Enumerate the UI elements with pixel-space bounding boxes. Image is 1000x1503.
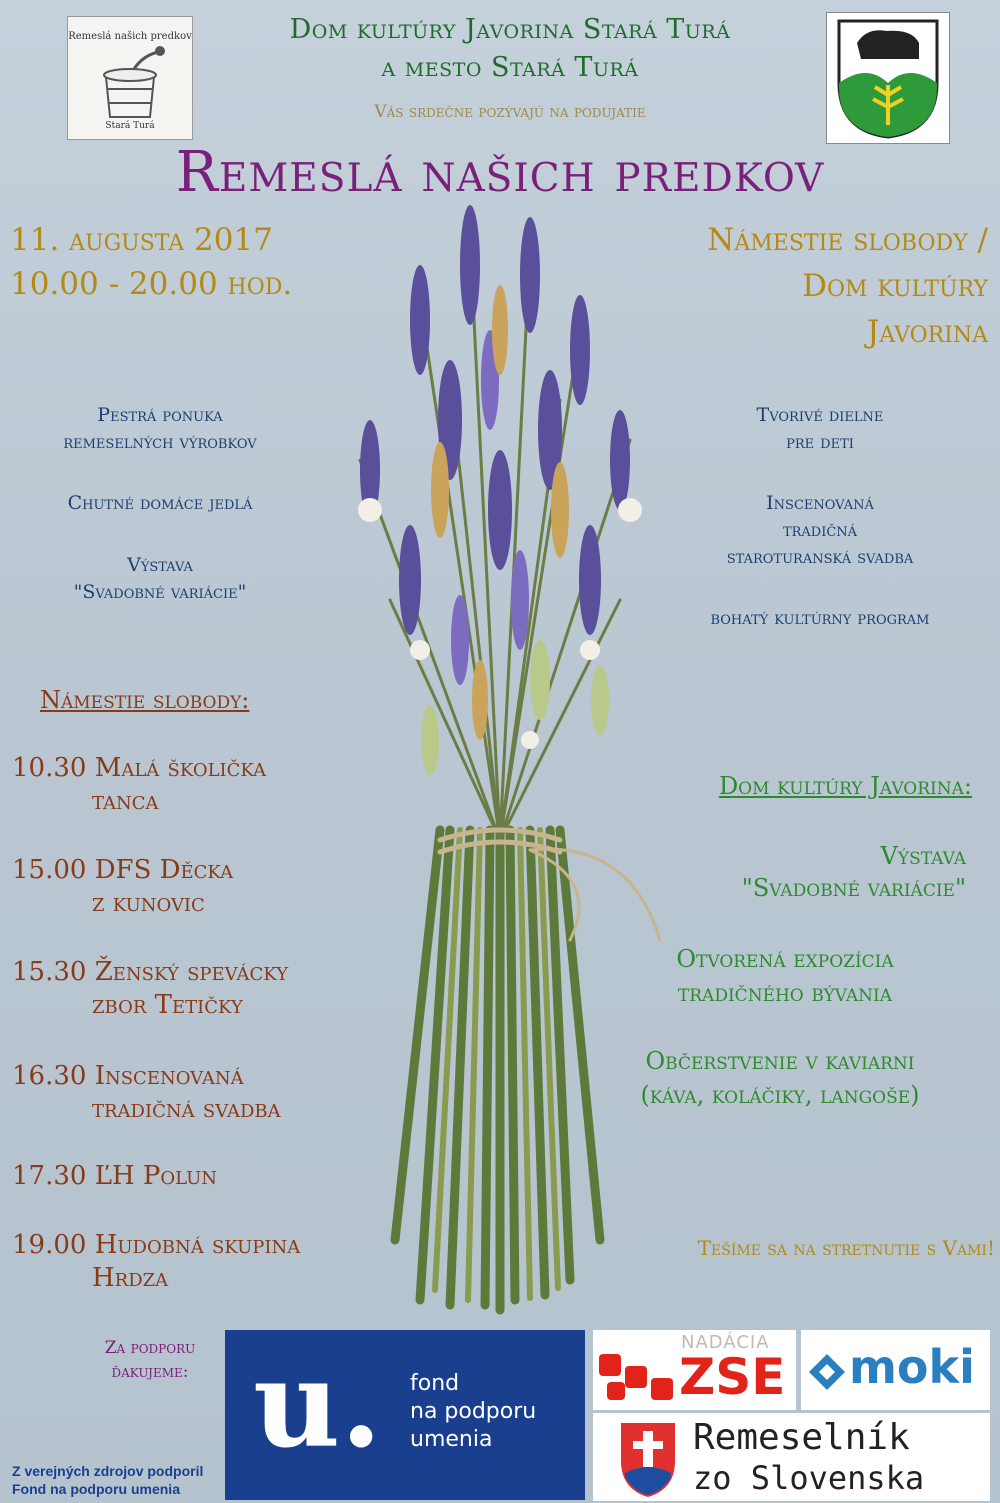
- event-time: 10.00 - 20.00 hod.: [10, 266, 293, 302]
- zse-logo: [593, 1330, 796, 1410]
- feature-right-2: Inscenovaná tradičná staroturanská svadba: [726, 492, 914, 568]
- feature-right-1: Tvorivé dielne pre deti: [756, 404, 884, 453]
- remeselnik-line-1: Remeselník: [693, 1417, 910, 1458]
- organizer-line-2: a mesto Stará Turá: [381, 52, 639, 83]
- event-place-line-2: Dom kultúry: [802, 268, 988, 304]
- culture-item-1: Výstava "Svadobné variácie": [741, 842, 966, 902]
- slovak-fingerprint-icon: [613, 1417, 683, 1499]
- square-item-1: 10.30 Malá školička tanca: [12, 753, 267, 816]
- zse-label: ZSE: [679, 1348, 786, 1406]
- square-heading: Námestie slobody:: [40, 686, 250, 714]
- public-funds-note: Z verejných zdrojov podporil Fond na podporu umenia: [12, 1463, 204, 1497]
- square-item-4: 16.30 Inscenovaná tradičná svadba: [12, 1061, 281, 1124]
- feature-left-3: Výstava "Svadobné variácie": [73, 554, 247, 603]
- remeselnik-logo: [593, 1413, 990, 1501]
- coat-of-arms-icon: [826, 12, 950, 144]
- square-item-2: 15.00 DFS Děcka z kunovic: [12, 855, 234, 918]
- event-date: 11. augusta 2017: [10, 222, 273, 258]
- closing-message: Tešíme sa na stretnutie s Vami!: [697, 1236, 995, 1260]
- event-title: Remeslá našich predkov: [175, 140, 825, 205]
- moki-logo: [801, 1330, 990, 1410]
- zse-logo-icon: [597, 1344, 677, 1408]
- fpu-logo: [225, 1330, 585, 1500]
- bouquet-illustration: [300, 180, 720, 1320]
- feature-left-2: Chutné domáce jedlá: [67, 492, 253, 514]
- culture-house-heading: Dom kultúry Javorina:: [718, 772, 972, 800]
- craft-logo-icon: [67, 16, 193, 140]
- event-place-line-1: Námestie slobody /: [707, 222, 988, 258]
- culture-item-2: Otvorená expozícia tradičného bývania: [676, 945, 894, 1007]
- square-item-6: 19.00 Hudobná skupina Hrdza: [12, 1230, 301, 1293]
- fpu-mark: u.: [253, 1334, 383, 1475]
- organizer-line-1: Dom kultúry Javorina Stará Turá: [289, 14, 731, 45]
- fpu-name: fond na podporu umenia: [410, 1371, 537, 1452]
- invitation-text: Vás srdečne pozývajú na podujatie: [374, 102, 646, 122]
- square-item-5: 17.30 ĽH Polun: [12, 1161, 218, 1191]
- moki-label: moki: [849, 1340, 975, 1394]
- craft-logo-bottom-text: Stará Turá: [105, 121, 155, 131]
- thanks-text: Za podporu ďakujeme:: [104, 1338, 196, 1382]
- feature-right-3: bohatý kultúrny program: [710, 607, 930, 629]
- zse-foundation-label: NADÁCIA: [681, 1332, 770, 1353]
- remeselnik-line-2: zo Slovenska: [693, 1459, 925, 1497]
- square-item-3: 15.30 Ženský spevácky zbor Tetičky: [12, 957, 289, 1020]
- moki-logo-icon: [807, 1352, 847, 1392]
- event-place-line-3: Javorina: [866, 314, 988, 350]
- culture-item-3: Občerstvenie v kaviarni (káva, koláčiky, langoše): [640, 1047, 920, 1109]
- feature-left-1: Pestrá ponuka remeselných výrobkov: [63, 404, 257, 453]
- craft-logo-arc-text: Remeslá našich predkov: [68, 31, 192, 42]
